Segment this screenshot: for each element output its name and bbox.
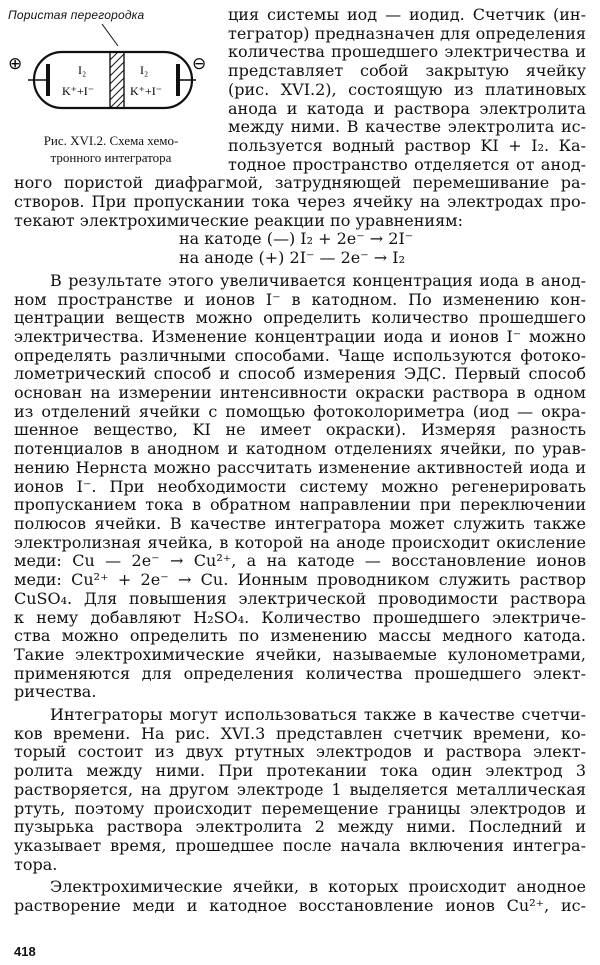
text-line: основан на измерении интенсивности окраски раствора в одном bbox=[14, 383, 586, 403]
text-line: ричества. bbox=[14, 682, 97, 702]
text-line: ном пространстве и ионов I⁻ в катодном. По изменению кон- bbox=[14, 289, 586, 309]
text-line: ного пористой диафрагмой, затрудняющей перемешивание ра- bbox=[14, 173, 586, 193]
text-line: центрации веществ можно определить количество прошедшего bbox=[14, 308, 586, 328]
figure-title: Пористая перегородка bbox=[8, 8, 145, 22]
text-line: торый состоит из двух ртутных электродов и раствора элект- bbox=[14, 742, 586, 762]
text-line: электричества. Изменение концентрации иода и ионов I⁻ можно bbox=[14, 326, 586, 346]
left-iodine-label: I₂ bbox=[78, 63, 87, 77]
text-line: растворяется, на другом электроде 1 выделяется металлическая bbox=[14, 779, 586, 799]
text-line: пузырька раствора электролита 2 между ними. Последний и bbox=[14, 817, 586, 837]
text-line: тегратор) предназначен для определения bbox=[228, 23, 586, 43]
caption-line: тронного интегратора bbox=[50, 150, 172, 165]
caption-line: Рис. XVI.2. Схема хемо- bbox=[43, 133, 179, 148]
text-line: ролита между ними. При протекании тока один электрод 3 bbox=[14, 761, 586, 781]
text-line: В результате этого увеличивается концентрация иода в анод- bbox=[50, 270, 586, 290]
text-line: применяются для определения количества прошедшего элект- bbox=[14, 663, 586, 683]
text-line: ков времени. На рис. XVI.3 представлен счетчик времени, ко- bbox=[14, 723, 586, 743]
text-line: Электрохимические ячейки, в которых происходит анодное bbox=[50, 877, 586, 897]
text-line: Такие электрохимические ячейки, называемые кулонометрами, bbox=[14, 644, 586, 664]
text-line: тора. bbox=[14, 854, 58, 874]
text-line: нению Нернста можно рассчитать изменение активностей иода и bbox=[14, 457, 586, 477]
text-line: потенциалов в анодном и катодном отделениях ячейки, по урав- bbox=[14, 439, 586, 459]
text-line: пропусканием тока в обратном направлении при переключении bbox=[14, 495, 586, 515]
text-line: створов. При пропускании тока через ячейку на электродах про- bbox=[14, 192, 586, 212]
text-line: ионов I⁻. При необходимости систему можно регенерировать bbox=[14, 476, 586, 496]
text-line: лометрический способ и способ измерения ЭДС. Первый способ bbox=[14, 364, 586, 384]
text-line: пользуется водный раствор KI + I₂. Ка- bbox=[228, 135, 586, 155]
text-line: ртуть, поэтому происходит перемещение границы электродов и bbox=[14, 798, 586, 818]
plus-terminal-icon: ⊕ bbox=[8, 54, 23, 74]
text-line: меди: Cu — 2e⁻ → Cu²⁺, а на катоде — восстановление ионов bbox=[14, 551, 586, 571]
text-line: меди: Cu²⁺ + 2e⁻ → Cu. Ионным проводником служить раствор bbox=[14, 570, 586, 590]
right-iodine-label: I₂ bbox=[140, 63, 149, 77]
text-line: анода и катода и раствора электролита bbox=[228, 98, 586, 118]
text-line: растворение меди и катодное восстановление ионов Cu²⁺, ис- bbox=[14, 896, 586, 916]
anode-equation: на аноде (+) 2I⁻ — 2e⁻ → I₂ bbox=[179, 248, 406, 268]
text-line: ства можно определить по изменению массы медного катода. bbox=[14, 626, 586, 646]
text-line: указывает время, прошедшее после начала включения интегра- bbox=[14, 835, 586, 855]
text-line: ция системы иод — иодид. Счетчик (ин- bbox=[228, 5, 586, 24]
text-line: (рис. XVI.2), состоящую из платиновых bbox=[228, 79, 586, 99]
left-ions-label: K⁺+I⁻ bbox=[62, 84, 95, 98]
text-line: полюсов ячейки. В качестве интегратора может служить также bbox=[14, 513, 586, 533]
minus-terminal-icon: ⊖ bbox=[192, 54, 207, 74]
text-line: Интеграторы могут использоваться также в качестве счетчи- bbox=[50, 705, 586, 725]
text-line: шенное вещество, KI не имеет окраски). Измеряя разность bbox=[14, 420, 586, 440]
body-text bbox=[14, 6, 586, 916]
text-line: между ними. В качестве электролита ис- bbox=[228, 117, 586, 137]
text-line: из отделений ячейки с помощью фотоколориметра (иод — окра- bbox=[14, 401, 586, 421]
text-line: представляет собой закрытую ячейку bbox=[228, 61, 586, 81]
text-line: текают электрохимические реакции по уравнениям: bbox=[14, 210, 463, 230]
text-line: к нему добавляют H₂SO₄. Количество прошедшего электриче- bbox=[14, 607, 586, 627]
text-line: CuSO₄. Для повышения электрической проводимости раствора bbox=[14, 588, 586, 608]
text-line: определять различными способами. Чаще используются фотоко- bbox=[14, 345, 586, 365]
right-ions-label: K⁺+I⁻ bbox=[130, 84, 163, 98]
page-number: 418 bbox=[14, 944, 36, 959]
text-line: тодное пространство отделяется от анод- bbox=[228, 154, 586, 174]
cathode-equation: на катоде (—) I₂ + 2e⁻ → 2I⁻ bbox=[179, 229, 414, 249]
text-line: количества прошедшего электричества и bbox=[228, 42, 586, 62]
text-line: электролизная ячейка, в которой на аноде происходит окисление bbox=[14, 532, 586, 552]
